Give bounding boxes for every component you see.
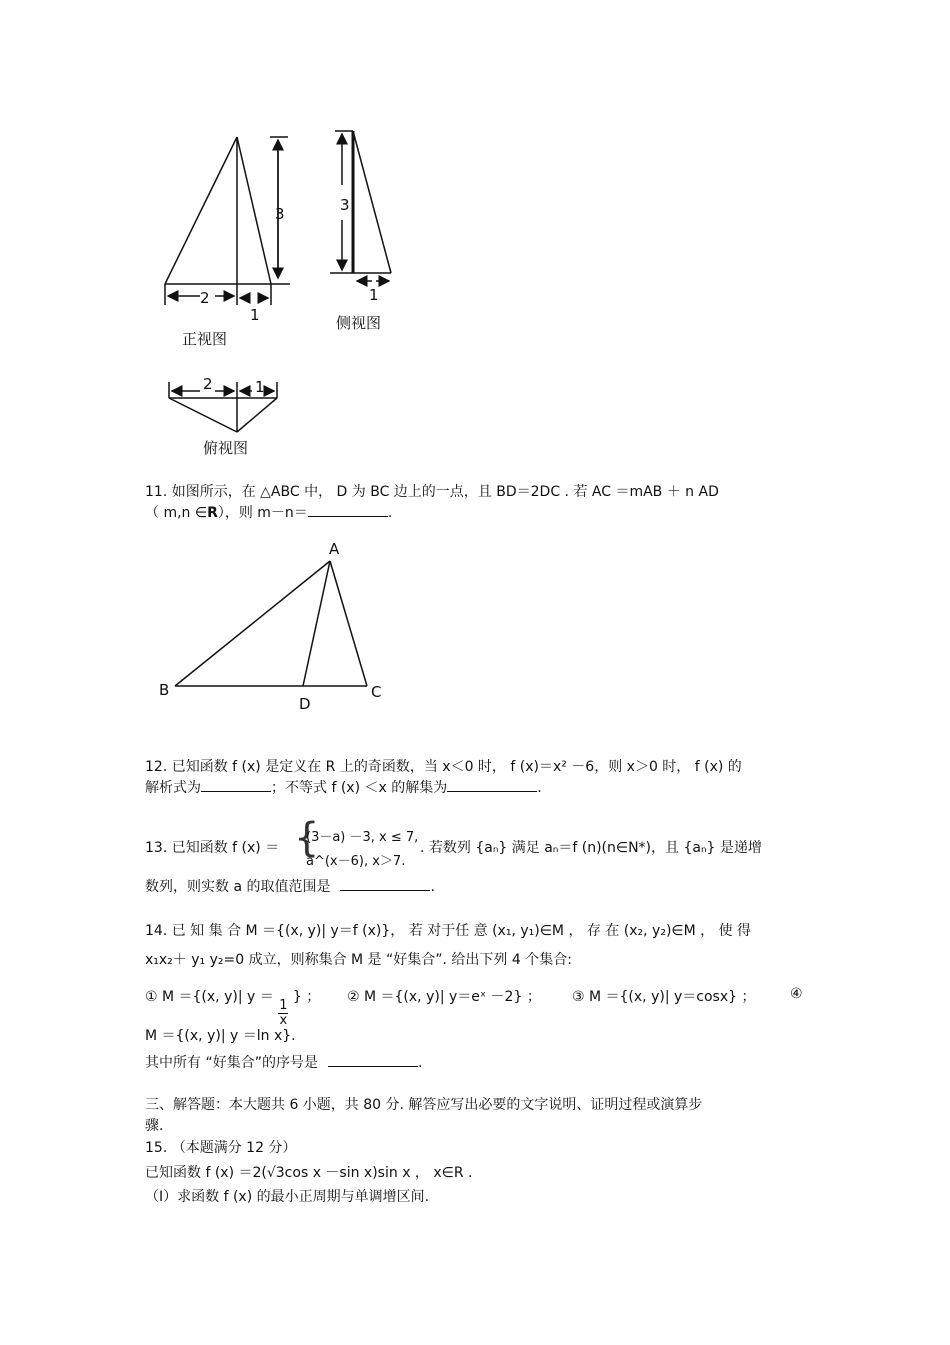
q14-line5: 其中所有 “好集合”的序号是 . [145, 1055, 423, 1071]
q13-line2: 数列，则实数 a 的取值范围是 . [145, 879, 435, 895]
q14-option4: M ＝{(x, y)| y ＝ln x}. [145, 1028, 296, 1044]
top-left-label: 2 [203, 375, 213, 393]
q13-left-brace: { [294, 815, 320, 861]
q13-prefix: 13. 已知函数 f (x) ＝ [145, 840, 280, 856]
vertex-c-label: C [371, 683, 382, 701]
side-view-caption: 侧视图 [336, 314, 382, 332]
section3-line2: 骤. [145, 1118, 164, 1134]
front-height-label: 3 [275, 205, 285, 223]
front-right-label: 1 [250, 306, 260, 324]
front-view-triangle [165, 137, 290, 305]
q13-case1: (3－a) －3, x ≤ 7, [306, 830, 419, 845]
q14-line2: x₁x₂＋ y₁ y₂=0 成立，则称集合 M 是 “好集合”. 给出下列 4 个集合: [145, 952, 572, 968]
vertex-b-label: B [159, 681, 170, 699]
top-right-label: 1 [255, 378, 265, 396]
front-view-caption: 正视图 [182, 330, 228, 348]
q14-line1: 14. 已 知 集 合 M ＝{(x, y)| y＝f (x)}， 若 对于任 意 (x₁, y₁)∈M ， 存 在 (x₂, y₂)∈M ， 使 得 [145, 923, 752, 939]
q13-case2: a^(x－6), x＞7. [306, 854, 406, 869]
q14-option2: ② M ＝{(x, y)| y＝eˣ －2} ； [347, 989, 541, 1005]
q12-line2: 解析式为 ；不等式 f (x) ＜x 的解集为 . [145, 780, 542, 796]
side-base-label: 1 [369, 286, 379, 304]
front-left-label: 2 [200, 289, 210, 307]
q15-line1: 已知函数 f (x) ＝2(√3cos x －sin x)sin x ， x∈R . [145, 1165, 473, 1181]
point-d-label: D [299, 695, 311, 713]
q15-part1: （Ⅰ）求函数 f (x) 的最小正周期与单调增区间. [145, 1189, 430, 1205]
front-width-dimension [168, 296, 268, 298]
top-view-caption: 俯视图 [203, 439, 249, 457]
q11-line1: 11. 如图所示，在 △ABC 中， D 为 BC 边上的一点，且 BD＝2DC . 若 AC ＝mAB ＋ n AD [145, 484, 719, 500]
q14-option1: ① M ＝{(x, y)| y ＝ $\frac{1}{x}$ } ； [145, 989, 321, 1028]
q12-line1: 12. 已知函数 f (x) 是定义在 R 上的奇函数，当 x＜0 时， f (x)＝x² －6，则 x＞0 时， f (x) 的 [145, 759, 742, 775]
triangle-abc [175, 561, 367, 686]
q13-suffix: . 若数列 {aₙ} 满足 aₙ＝f (n)(n∈N*)，且 {aₙ} 是递增 [420, 840, 762, 856]
q15-title: 15. （本题满分 12 分） [145, 1140, 297, 1156]
q14-option3: ③ M ＝{(x, y)| y＝cosx} ； [572, 989, 756, 1005]
section3-line1: 三、解答题：本大题共 6 小题，共 80 分. 解答应写出必要的文字说明、证明过程或演算步 [145, 1097, 703, 1113]
side-height-label: 3 [340, 196, 350, 214]
vertex-a-label: A [329, 540, 340, 558]
q14-option4-marker: ④ [790, 986, 803, 1002]
q11-line2: （ m,n ∈R），则 m－n＝ . [145, 505, 393, 521]
